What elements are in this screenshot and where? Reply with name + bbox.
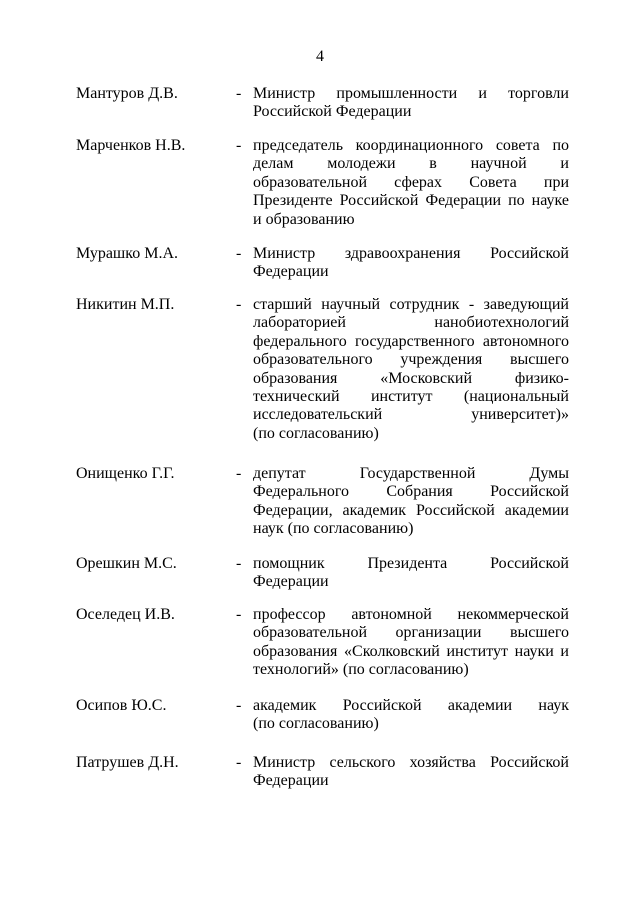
- member-name: Орешкин М.С.: [76, 555, 177, 572]
- position-word: и: [478, 85, 487, 102]
- member-dash: -: [236, 85, 242, 102]
- position-line: [253, 333, 569, 351]
- position-word: лабораторией: [253, 314, 346, 332]
- position-word: Российской: [342, 697, 422, 714]
- position-word: Федерального: [253, 483, 350, 501]
- position-line: [253, 465, 569, 483]
- position-word: по: [508, 192, 525, 210]
- position-word: государственного: [354, 332, 475, 350]
- position-word: академии: [447, 697, 513, 714]
- position-word: Российской: [490, 555, 569, 572]
- position-word: молодежи: [327, 155, 396, 173]
- position-word: старший: [253, 296, 312, 313]
- position-line: [253, 388, 569, 406]
- position-word: профессор: [253, 606, 326, 623]
- position-word: автономной: [351, 606, 432, 623]
- position-word: Президента: [367, 555, 448, 572]
- position-word: здравоохранения: [344, 245, 461, 262]
- position-word: Федерации: [253, 573, 329, 591]
- position-word: помощник: [253, 555, 325, 572]
- position-word: образования: [253, 642, 338, 660]
- position-word: при: [543, 173, 569, 191]
- member-dash: -: [236, 754, 242, 771]
- position-word: Министр: [253, 245, 316, 262]
- member-position: [253, 296, 569, 443]
- position-word: и: [560, 155, 569, 173]
- position-word: совета: [495, 137, 540, 154]
- position-word: нанобиотехнологий: [434, 314, 569, 332]
- position-line: [253, 772, 569, 790]
- position-word: организации: [395, 624, 482, 642]
- position-word: исследовательский: [253, 406, 383, 424]
- position-word: Федерации: [253, 263, 329, 281]
- member-position: [253, 606, 569, 680]
- position-line: [253, 211, 569, 229]
- position-line: [253, 555, 569, 573]
- position-line: [253, 314, 569, 332]
- position-line: [253, 245, 569, 263]
- position-word: промышленности: [336, 85, 458, 102]
- position-word: Федерации,: [253, 501, 333, 519]
- member-position: [253, 137, 569, 229]
- position-word: сотрудник: [389, 296, 460, 313]
- position-word: заведующий: [483, 296, 569, 313]
- position-word: координационного: [355, 137, 484, 154]
- position-line: [253, 155, 569, 173]
- position-word: сферах: [394, 173, 443, 191]
- position-line: [253, 643, 569, 661]
- position-line: [253, 624, 569, 642]
- position-word: Федерации: [253, 772, 329, 790]
- member-dash: -: [236, 137, 242, 154]
- position-word: высшего: [509, 351, 569, 369]
- member-dash: -: [236, 465, 242, 482]
- position-word: Российской: [490, 245, 569, 262]
- member-position: [253, 245, 569, 282]
- position-word: Российской: [339, 192, 419, 210]
- position-line: [253, 351, 569, 369]
- position-word: технологий» (по согласованию): [253, 661, 469, 679]
- position-line: [253, 425, 569, 443]
- position-word: Собрания: [386, 483, 453, 501]
- position-word: (национальный: [463, 387, 569, 405]
- position-word: и: [560, 642, 569, 660]
- member-position: [253, 555, 569, 592]
- member-name: Никитин М.П.: [76, 296, 175, 313]
- position-word: «Московский: [380, 369, 473, 387]
- position-word: (по согласованию): [253, 715, 379, 733]
- position-word: наук (по согласованию): [253, 520, 414, 538]
- position-word: Президенте: [253, 192, 333, 210]
- member-name: Оселедец И.В.: [76, 606, 175, 623]
- position-line: [253, 697, 569, 715]
- position-line: [253, 103, 569, 121]
- position-word: Государственной: [359, 465, 476, 482]
- position-word: образования: [253, 369, 338, 387]
- position-word: институт: [446, 642, 509, 660]
- position-word: «Сколковский: [344, 642, 440, 660]
- position-word: академик: [342, 501, 406, 519]
- member-dash: -: [236, 296, 242, 313]
- position-line: [253, 174, 569, 192]
- position-line: [253, 520, 569, 538]
- position-line: [253, 573, 569, 591]
- position-line: [253, 502, 569, 520]
- position-line: [253, 754, 569, 772]
- position-word: Российской: [490, 483, 569, 501]
- member-name: Мурашко М.А.: [76, 245, 178, 262]
- position-word: академии: [504, 501, 569, 519]
- member-position: [253, 85, 569, 122]
- position-word: Совета: [469, 173, 517, 191]
- position-word: федерального: [253, 332, 347, 350]
- position-word: -: [468, 296, 475, 313]
- position-word: учреждения: [400, 351, 483, 369]
- position-word: делам: [253, 155, 294, 173]
- position-word: научный: [321, 296, 381, 313]
- position-word: Думы: [529, 465, 569, 482]
- position-word: автономного: [482, 332, 569, 350]
- position-word: Министр: [253, 85, 316, 102]
- position-word: наук: [538, 697, 569, 714]
- position-word: высшего: [510, 624, 569, 642]
- member-position: [253, 697, 569, 734]
- position-line: [253, 483, 569, 501]
- position-word: науки: [514, 642, 554, 660]
- member-dash: -: [236, 606, 242, 623]
- position-word: Министр: [253, 754, 316, 771]
- position-line: [253, 192, 569, 210]
- position-word: хозяйства: [409, 754, 476, 771]
- position-word: председатель: [253, 137, 343, 154]
- member-name: Осипов Ю.С.: [76, 697, 167, 714]
- position-line: [253, 370, 569, 388]
- position-word: институт: [370, 387, 433, 405]
- position-line: [253, 661, 569, 679]
- member-name: Марченков Н.В.: [76, 137, 186, 154]
- position-word: образовательной: [253, 624, 367, 642]
- position-line: [253, 263, 569, 281]
- position-word: в: [429, 155, 437, 173]
- position-word: по: [552, 137, 569, 154]
- member-name: Онищенко Г.Г.: [76, 465, 175, 482]
- position-word: Российской Федерации: [253, 103, 412, 121]
- position-line: [253, 406, 569, 424]
- position-line: [253, 296, 569, 314]
- member-name: Патрушев Д.Н.: [76, 754, 179, 771]
- position-word: университет)»: [471, 406, 569, 424]
- position-word: (по согласованию): [253, 424, 379, 442]
- position-word: Российской: [415, 501, 495, 519]
- position-line: [253, 715, 569, 733]
- position-word: некоммерческой: [457, 606, 569, 623]
- position-word: Федерации: [425, 192, 502, 210]
- member-position: [253, 465, 569, 539]
- position-word: научной: [470, 155, 527, 173]
- position-line: [253, 606, 569, 624]
- position-word: науке: [531, 192, 569, 210]
- position-line: [253, 137, 569, 155]
- position-word: технический: [253, 387, 340, 405]
- position-word: депутат: [253, 465, 306, 482]
- member-position: [253, 754, 569, 791]
- position-word: и образованию: [253, 210, 355, 228]
- position-word: торговли: [508, 85, 569, 102]
- member-dash: -: [236, 555, 242, 572]
- position-word: физико-: [514, 369, 569, 387]
- position-line: [253, 85, 569, 103]
- position-word: Российской: [490, 754, 569, 771]
- member-dash: -: [236, 697, 242, 714]
- position-word: сельского: [329, 754, 396, 771]
- member-dash: -: [236, 245, 242, 262]
- page-number: 4: [316, 48, 324, 65]
- position-word: академик: [253, 697, 317, 714]
- member-name: Мантуров Д.В.: [76, 85, 178, 102]
- position-word: образовательного: [253, 351, 373, 369]
- position-word: образовательной: [253, 173, 367, 191]
